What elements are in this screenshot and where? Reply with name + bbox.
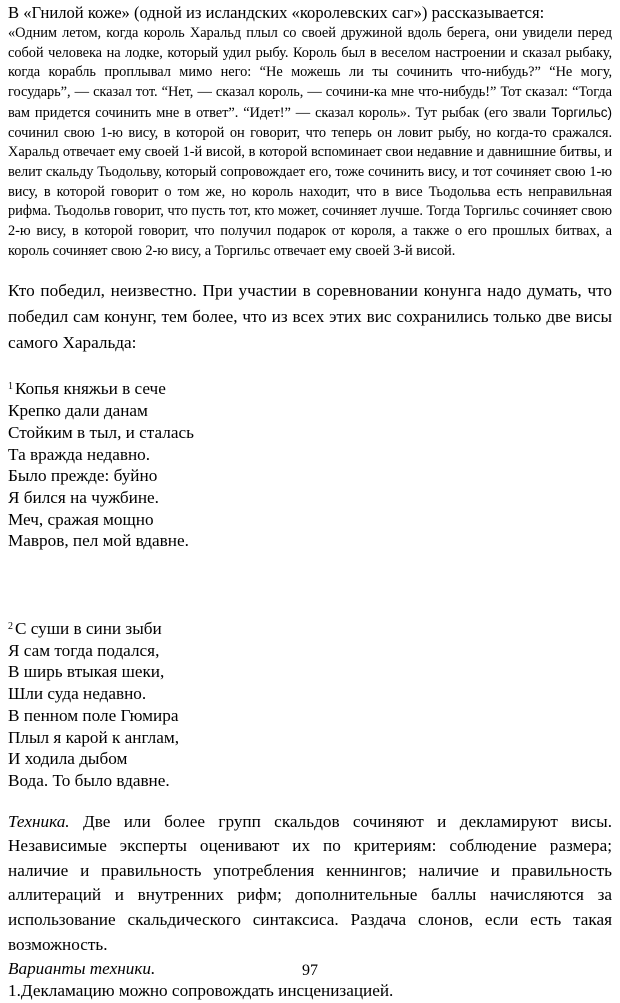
paragraph-who-won: Кто победил, неизвестно. При участии в соревновании конунга надо думать, что победил сам конунг, тем более, что из всех этих вис сохранились только две висы самого Харальда: (8, 281, 612, 353)
verse-2-line: Плыл я карой к англам, (8, 727, 180, 747)
verse-2-line: Вода. То было вдавне. (8, 770, 170, 790)
verse-1-line: Мавров, пел мой вдавне. (8, 531, 189, 551)
verse-2 (8, 618, 612, 792)
verse-1 (8, 378, 612, 552)
verse-1-line: Та вражда недавно. (8, 444, 151, 464)
saga-quote-name: Торгильс) (551, 104, 612, 120)
saga-quote-after: сочинил свою 1-ю вису, в которой он говорит, что теперь он ловит рыбу, но когда-то сражался. Харальд отвечает ему своей 1-й висой, в которой вспоминает свои недавние и давнишние битвы, и велит скальду Тьодольву, который сопровождает его, тоже сочинить вису, и тот сочиняет свою 1-ю вису, в которой говорит о том же, но король находит, что в висе Тьодольва есть неправильная рифма. Тьодольв говорит, что пусть тот, кто может, сочиняет лучше. Тогда Торгильс сочиняет свою 2-ю вису, в которой говорит, что получил подарок от короля, а также о его прошлых битвах, а король сочиняет свою 2-ю вису, а Торгильс отвечает ему своей 3-й висой. (8, 124, 612, 259)
technique-paragraph (8, 810, 612, 958)
footnote-marker-1: 1 (8, 381, 13, 393)
verse-1-line: Меч, сражая мощно (8, 509, 154, 529)
technique-label: Техника. (8, 811, 70, 831)
intro-block (8, 2, 612, 261)
verse-1-line: Крепко дали данам (8, 401, 148, 421)
saga-quote-before: «Одним летом, когда король Харальд плыл со своей дружиной вдоль берега, они увидели перед собой человека на лодке, который удил рыбу. Король был в веселом настроении и сказал рыбаку, когда корабль проплывал мимо него: “Не можешь ли ты сочинить что-нибудь?” “Не могу, государь”, — сказал тот. “Нет, — сказал король, — сочини-ка мне что-нибудь!” Тот сказал: “Тогда вам придется сочинить мне в ответ”. “Идет!” — сказал король». Тут рыбак (его звали (8, 25, 612, 121)
verse-2-line: И ходила дыбом (8, 749, 128, 769)
verse-2-line: В ширь втыкая шеки, (8, 662, 165, 682)
verse-2-line: Я сам тогда подался, (8, 640, 160, 660)
document-page (8, 0, 612, 1003)
page-number: 97 (302, 962, 318, 979)
variants-heading: Варианты техники. (8, 959, 156, 979)
saga-quote (8, 24, 612, 261)
verse-1-line: Стойким в тыл, и сталась (8, 422, 194, 442)
footnote-marker-2: 2 (8, 621, 13, 633)
verse-1-line: Я бился на чужбине. (8, 487, 159, 507)
verse-2-line: $^2$ С суши в сини зыби (8, 619, 162, 639)
verse-2-line: Шли суда недавно. (8, 684, 147, 704)
verse-1-line: Было прежде: буйно (8, 466, 158, 486)
variant-item-1: 1.Декламацию можно сопровождать инсценизацией. (8, 981, 394, 1001)
technique-text: Две или более групп скальдов сочиняют и декламируют висы. Независимые эксперты оценивают их по критериям: соблюдение размера; наличие и правильность употребления кеннингов; наличие и правильность аллитераций и внутренних рифм; дополнительные баллы начисляются за использование скальдического синтаксиса. Раздача слонов, если есть такая возможность. (8, 811, 612, 954)
intro-lead: В «Гнилой коже» (одной из исландских «королевских саг») рассказывается: (8, 3, 545, 22)
verse-1-line: $^1$ Копья княжьи в сече (8, 379, 166, 399)
verse-2-line: В пенном поле Гюмира (8, 705, 179, 725)
